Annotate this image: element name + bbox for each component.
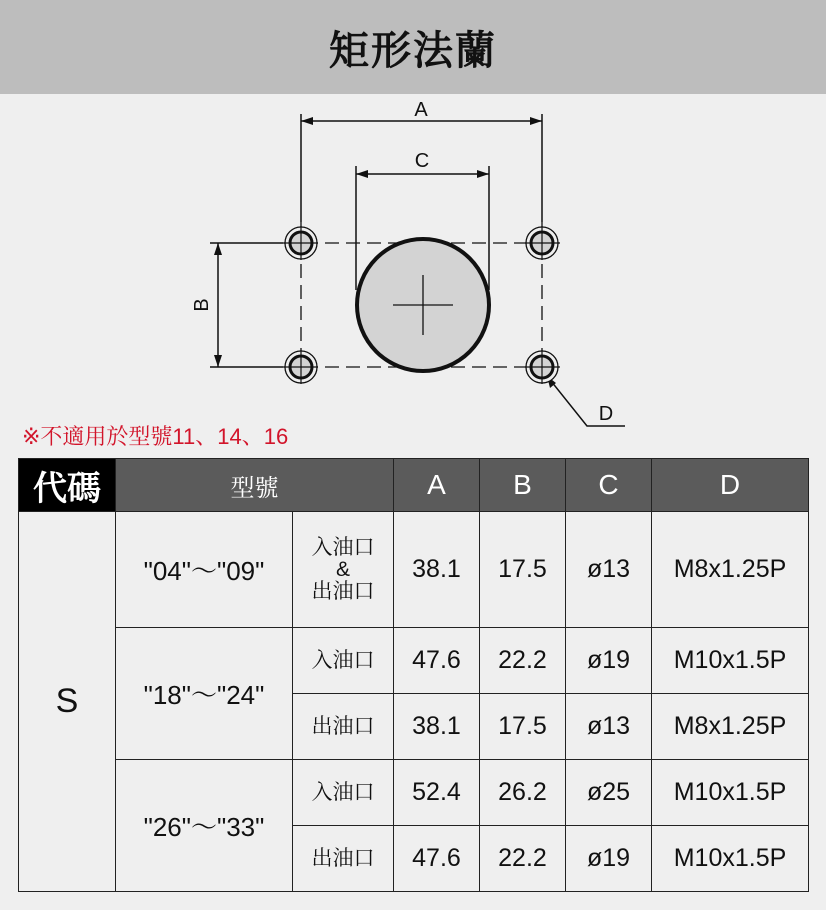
value-c: ø19	[566, 628, 652, 694]
value-b: 22.2	[480, 628, 566, 694]
value-a: 38.1	[394, 512, 480, 628]
value-d: M8x1.25P	[652, 694, 809, 760]
value-c: ø19	[566, 826, 652, 892]
port-type: 入油口	[293, 760, 394, 826]
dim-d-leader	[547, 376, 625, 426]
model-range: "18"～"24"	[116, 628, 293, 760]
value-a: 38.1	[394, 694, 480, 760]
value-a: 47.6	[394, 628, 480, 694]
value-b: 22.2	[480, 826, 566, 892]
dim-b-label: B	[191, 298, 213, 312]
table-row	[19, 512, 809, 628]
applicability-note: ※不適用於型號11、14、16	[22, 424, 289, 449]
value-d: M10x1.5P	[652, 628, 809, 694]
table-row	[19, 760, 809, 826]
spec-table	[18, 458, 809, 892]
table-header-row	[19, 459, 809, 512]
header-code: 代碼	[19, 459, 116, 512]
port-type: 出油口	[293, 826, 394, 892]
value-b: 17.5	[480, 512, 566, 628]
dim-a-label: A	[414, 99, 428, 121]
title-bar	[0, 0, 826, 94]
page-title: 矩形法蘭	[329, 28, 497, 73]
value-d: M10x1.5P	[652, 760, 809, 826]
header-d: D	[652, 459, 809, 512]
header-a: A	[394, 459, 480, 512]
port-type: 入油口 & 出油口	[293, 512, 394, 628]
header-c: C	[566, 459, 652, 512]
dim-c-label: C	[414, 150, 430, 172]
bolt-hole-bottom-left	[284, 350, 318, 384]
value-c: ø13	[566, 694, 652, 760]
code-value: S	[19, 512, 116, 892]
port-type: 出油口	[293, 694, 394, 760]
header-b: B	[480, 459, 566, 512]
bolt-hole-bottom-right	[525, 350, 559, 384]
value-a: 47.6	[394, 826, 480, 892]
flange-diagram	[0, 94, 826, 434]
value-d: M10x1.5P	[652, 826, 809, 892]
value-b: 26.2	[480, 760, 566, 826]
bolt-hole-top-right	[525, 226, 559, 260]
value-b: 17.5	[480, 694, 566, 760]
model-range: "04"～"09"	[116, 512, 293, 628]
table-row	[19, 628, 809, 694]
value-c: ø13	[566, 512, 652, 628]
header-model: 型號	[116, 459, 394, 512]
dim-d-label: D	[598, 403, 614, 425]
bolt-hole-top-left	[284, 226, 318, 260]
value-a: 52.4	[394, 760, 480, 826]
value-d: M8x1.25P	[652, 512, 809, 628]
value-c: ø25	[566, 760, 652, 826]
port-type: 入油口	[293, 628, 394, 694]
model-range: "26"～"33"	[116, 760, 293, 892]
